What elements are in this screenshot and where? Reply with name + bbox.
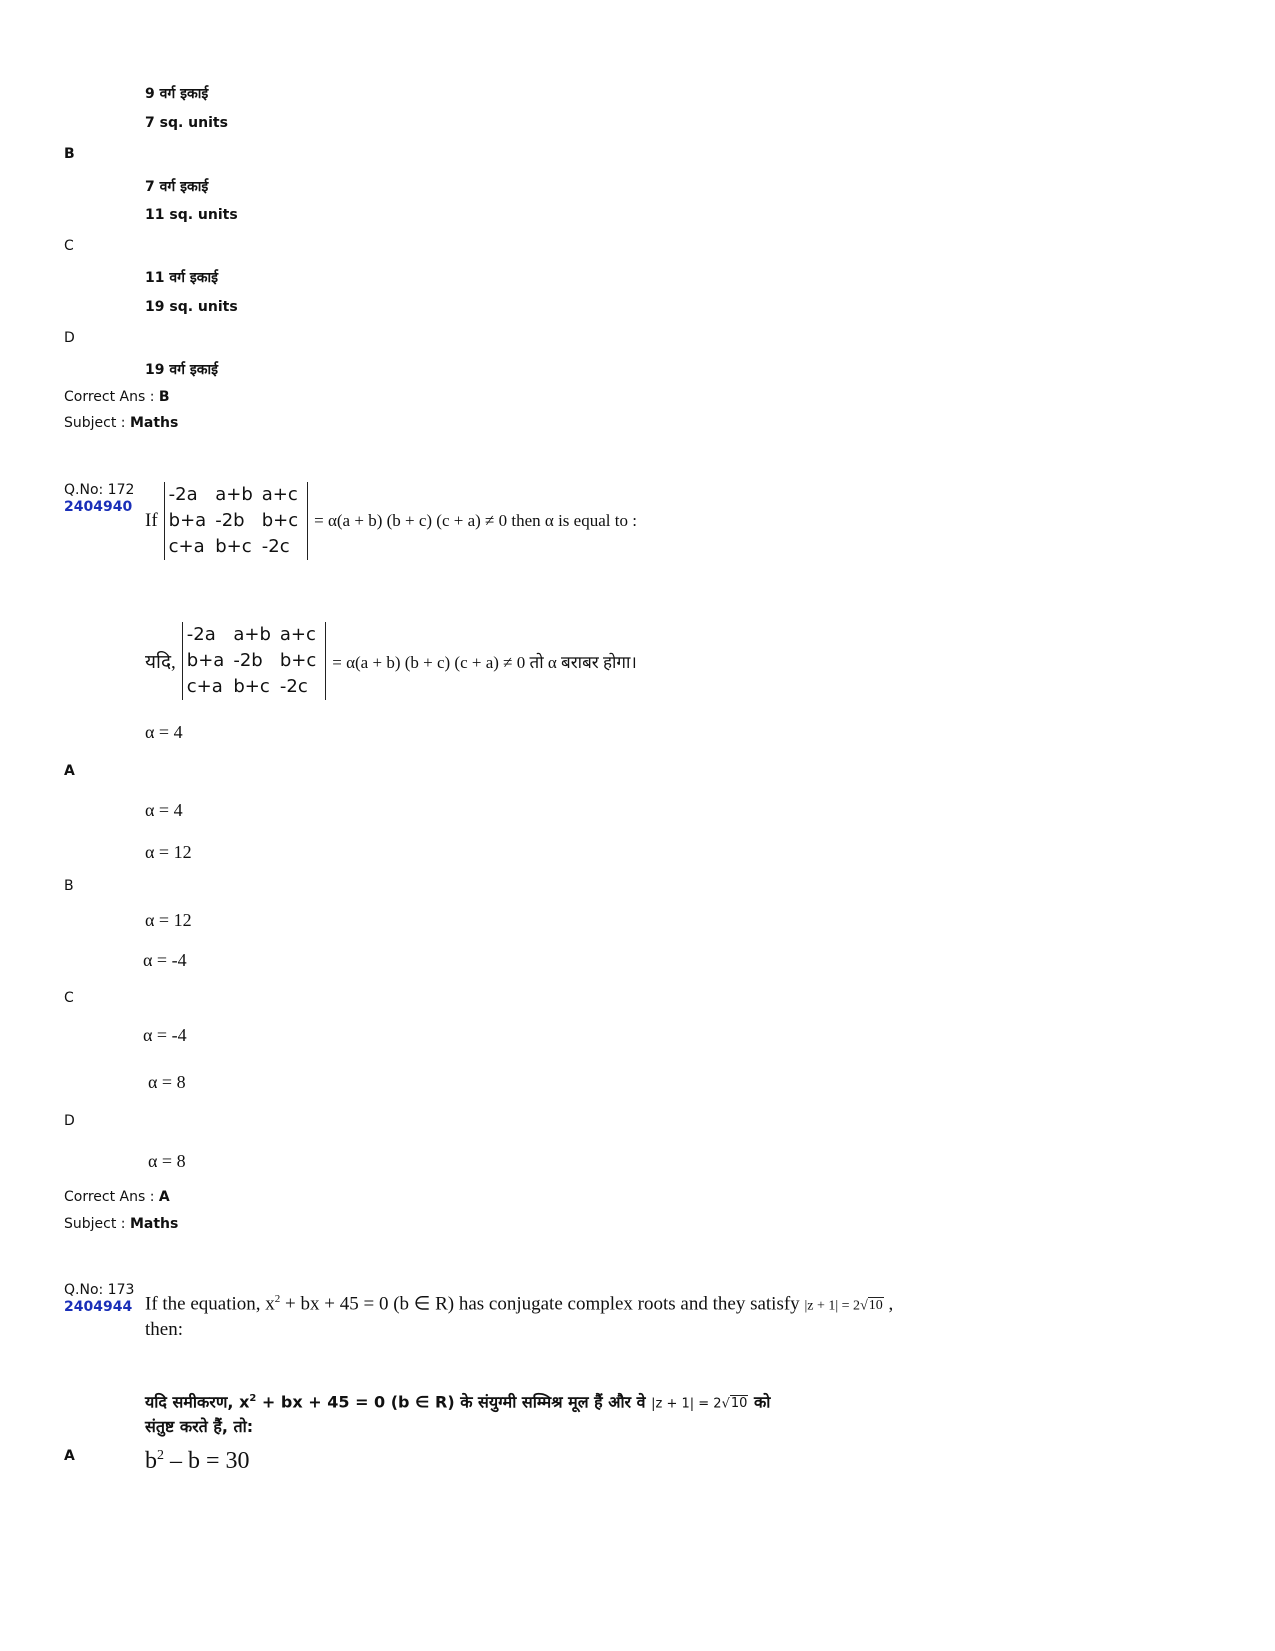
q171-option-d-label: D: [64, 330, 75, 346]
q172-question-english: [145, 482, 637, 560]
q173-hi-text-c: को: [748, 1392, 771, 1412]
subject-value: Maths: [129, 415, 179, 431]
q172-subject: [64, 1216, 178, 1232]
q171-option-c-hindi: 11 वर्ग इकाई: [145, 270, 219, 286]
superscript-two: 2: [157, 1448, 164, 1463]
q173-hi-text-b: + bx + 45 = 0 (b ∈ R) के संयुग्मी सम्मिश्र मूल हैं और वे: [256, 1392, 652, 1412]
det-cell: b+a: [186, 650, 225, 671]
q173-hi-line2: संतुष्ट करते हैं, तो:: [145, 1417, 254, 1437]
q172-id: 2404940: [64, 499, 133, 515]
q173-question-hindi: [145, 1387, 770, 1438]
det-cell: -2b: [215, 510, 245, 531]
q171-subject: [64, 415, 178, 431]
q173-hi-line1: [145, 1387, 770, 1415]
q171-option-d-english: 19 sq. units: [145, 299, 238, 315]
det-cell: -2a: [186, 624, 216, 645]
q171-option-b-label: B: [64, 146, 75, 162]
q172-option-c-english: α = -4: [143, 950, 187, 970]
subject-label: Subject :: [64, 415, 126, 431]
abs-expr-text: |z + 1| = 2: [651, 1396, 722, 1412]
q172-question-hindi: [145, 622, 637, 700]
q172-option-d-english: α = 8: [148, 1072, 186, 1092]
q173-en-text-b: + bx + 45 = 0 (b ∈ R) has conjugate complex roots and they satisfy: [280, 1293, 805, 1315]
det-cell: a+b: [233, 624, 271, 645]
det-cell: -2c: [279, 676, 308, 697]
q173-en-line2: then:: [145, 1319, 183, 1341]
q172-option-b-label: B: [64, 878, 74, 894]
q173-question-english: [145, 1287, 893, 1342]
q173-hi-text-a: यदि समीकरण, x: [145, 1392, 250, 1412]
det-cell: b+c: [279, 650, 317, 671]
q171-option-c-english: 11 sq. units: [145, 207, 238, 223]
q172-hi-suffix: = α(a + b) (b + c) (c + a) ≠ 0 तो α बराबर होगा।: [332, 652, 637, 672]
q172-hi-prefix: यदि,: [145, 652, 176, 673]
q172-option-c-hindi: α = -4: [143, 1025, 187, 1045]
subject-value: Maths: [129, 1216, 179, 1232]
q172-option-b-english: α = 12: [145, 842, 192, 862]
q172-correct-answer: [64, 1189, 170, 1205]
q173-abs-expression-hi: |z + 1| = 2√10: [651, 1396, 748, 1412]
q173-id: 2404944: [64, 1299, 133, 1315]
q173-option-a-label: A: [64, 1448, 75, 1464]
sqrt-radicand: 10: [730, 1396, 748, 1412]
superscript-two: 2: [249, 1393, 257, 1404]
q173-en-text-c: ,: [883, 1293, 894, 1315]
q172-option-d-label: D: [64, 1113, 75, 1129]
q171-option-b-hindi: 7 वर्ग इकाई: [145, 179, 209, 195]
q172-en-prefix: If: [145, 510, 158, 531]
superscript-two: 2: [274, 1293, 281, 1305]
q172-determinant-en: [164, 482, 309, 560]
q172-option-c-label: C: [64, 990, 74, 1006]
correct-answer-label: Correct Ans :: [64, 1189, 155, 1205]
sqrt-radicand: 10: [868, 1298, 883, 1314]
q172-option-d-hindi: α = 8: [148, 1151, 186, 1171]
det-cell: -2c: [261, 536, 290, 557]
det-cell: a+b: [215, 484, 253, 505]
q172-determinant-hi: [182, 622, 327, 700]
correct-answer-label: Correct Ans :: [64, 389, 155, 405]
det-cell: b+a: [168, 510, 207, 531]
q171-option-a-hindi: 9 वर्ग इकाई: [145, 86, 209, 102]
det-cell: a+c: [279, 624, 316, 645]
q171-option-d-hindi: 19 वर्ग इकाई: [145, 362, 219, 378]
det-cell: a+c: [261, 484, 298, 505]
det-cell: c+a: [186, 676, 223, 697]
q173-option-a-english: [145, 1448, 250, 1475]
det-cell: b+c: [215, 536, 252, 557]
det-cell: -2b: [233, 650, 263, 671]
q173-en-text-a: If the equation, x: [145, 1293, 275, 1315]
q172-en-suffix: = α(a + b) (b + c) (c + a) ≠ 0 then α is equal to :: [314, 511, 637, 530]
det-cell: b+c: [261, 510, 299, 531]
q171-option-c-label: C: [64, 238, 74, 254]
det-cell: c+a: [168, 536, 205, 557]
q172-option-a-english: α = 4: [145, 722, 183, 742]
q171-correct-answer: [64, 389, 170, 405]
opt-a-base: b: [145, 1448, 157, 1474]
q172-number: Q.No: 172: [64, 482, 135, 498]
q173-number: Q.No: 173: [64, 1282, 135, 1298]
q173-abs-expression: |z + 1| = 2√10: [804, 1298, 883, 1314]
opt-a-rest: – b = 30: [164, 1448, 250, 1474]
correct-answer-value: B: [158, 389, 170, 405]
q172-option-a-hindi: α = 4: [145, 800, 183, 820]
q171-option-b-english: 7 sq. units: [145, 115, 228, 131]
det-cell: -2a: [168, 484, 198, 505]
correct-answer-value: A: [158, 1189, 170, 1205]
q172-option-b-hindi: α = 12: [145, 910, 192, 930]
det-cell: b+c: [233, 676, 270, 697]
q173-en-line1: [145, 1287, 893, 1318]
abs-expr-text: |z + 1| = 2: [804, 1298, 861, 1314]
subject-label: Subject :: [64, 1216, 126, 1232]
q172-option-a-label: A: [64, 763, 75, 779]
